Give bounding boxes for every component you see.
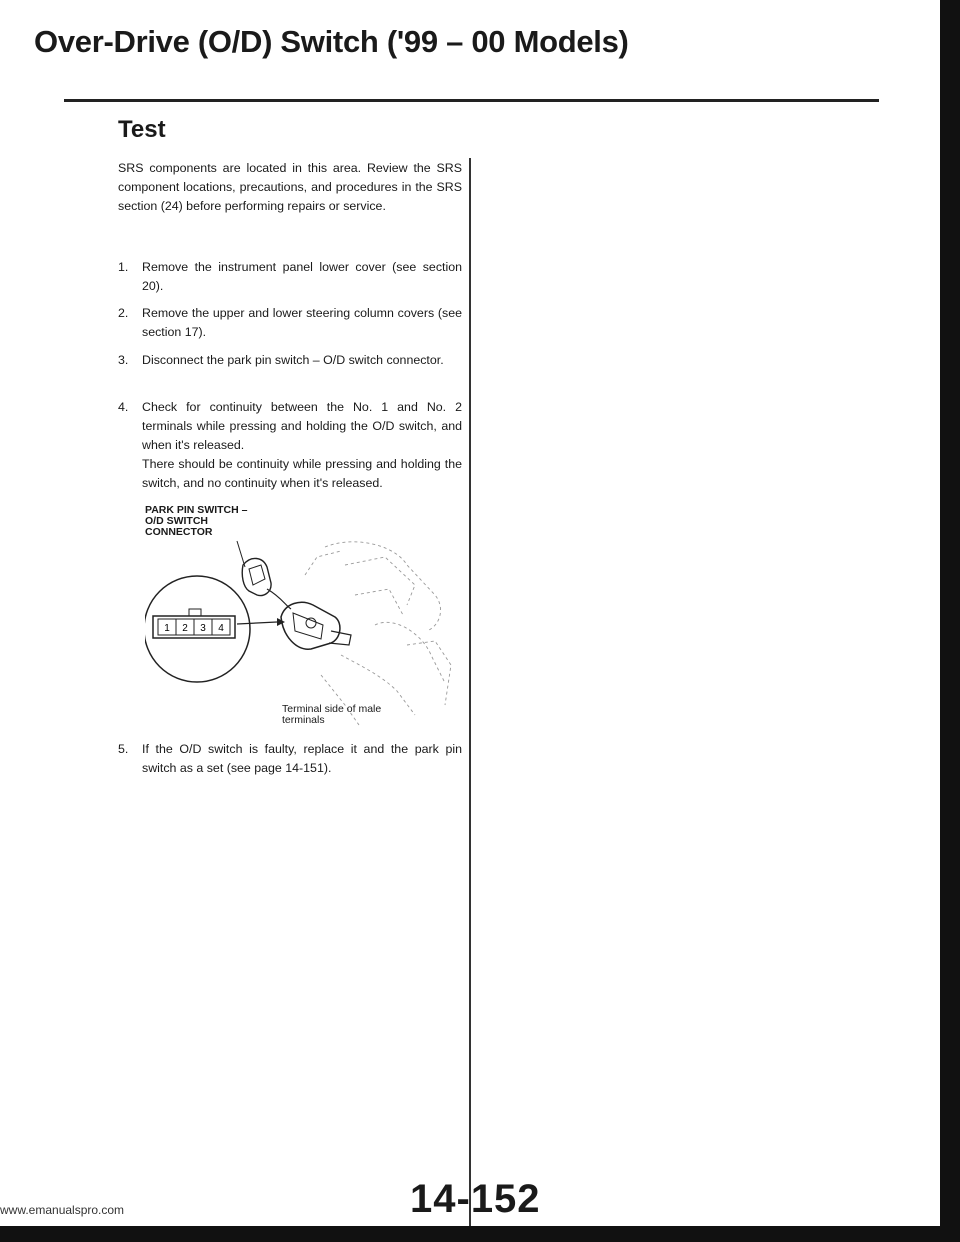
- terminal-1: 1: [164, 623, 170, 634]
- step-3: [118, 351, 462, 370]
- scan-edge: [940, 0, 960, 1242]
- scan-bottom-edge: [0, 1226, 960, 1242]
- page-margin: [926, 0, 940, 1242]
- connector-figure: [145, 505, 465, 730]
- step-2: [118, 304, 462, 342]
- step-text: Remove the upper and lower steering column covers (see section 17).: [142, 306, 462, 339]
- step-number: 3.: [118, 353, 129, 367]
- step-text: Check for continuity between the No. 1 and No. 2 terminals while pressing and holding the O/D switch, and when it's released.: [142, 400, 462, 452]
- section-title: Test: [118, 116, 166, 143]
- srs-warning-text: SRS components are located in this area. Review the SRS component locations, precautions, and procedures in the SRS section (24) before performing repairs or service.: [118, 161, 462, 213]
- page-number: 14-152: [410, 1177, 541, 1221]
- page-title: Over-Drive (O/D) Switch ('99 – 00 Models): [34, 24, 629, 59]
- step-number: 5.: [118, 742, 129, 756]
- step-1: [118, 258, 462, 296]
- terminal-3: 3: [200, 623, 206, 634]
- watermark: www.emanualspro.com: [0, 1203, 125, 1217]
- step-number: 4.: [118, 400, 129, 414]
- connector-illustration: [145, 505, 465, 730]
- step-text: If the O/D switch is faulty, replace it and the park pin switch as a set (see page 14-151).: [142, 742, 462, 775]
- title-rule: [64, 99, 879, 102]
- step-text: Disconnect the park pin switch – O/D switch connector.: [142, 353, 444, 367]
- column-divider: [469, 158, 471, 1228]
- connector-label: PARK PIN SWITCH – O/D SWITCH CONNECTOR: [145, 504, 248, 538]
- step-number: 1.: [118, 260, 129, 274]
- terminal-2: 2: [182, 623, 188, 634]
- step-number: 2.: [118, 306, 129, 320]
- step-5: [118, 740, 462, 778]
- terminal-4: 4: [218, 623, 224, 634]
- connector-caption: Terminal side of male terminals: [282, 703, 382, 726]
- step-4: [118, 398, 462, 493]
- step-text: Remove the instrument panel lower cover (see section 20).: [142, 260, 462, 293]
- step-text-note: There should be continuity while pressing and holding the switch, and no continuity when it's released.: [142, 457, 462, 490]
